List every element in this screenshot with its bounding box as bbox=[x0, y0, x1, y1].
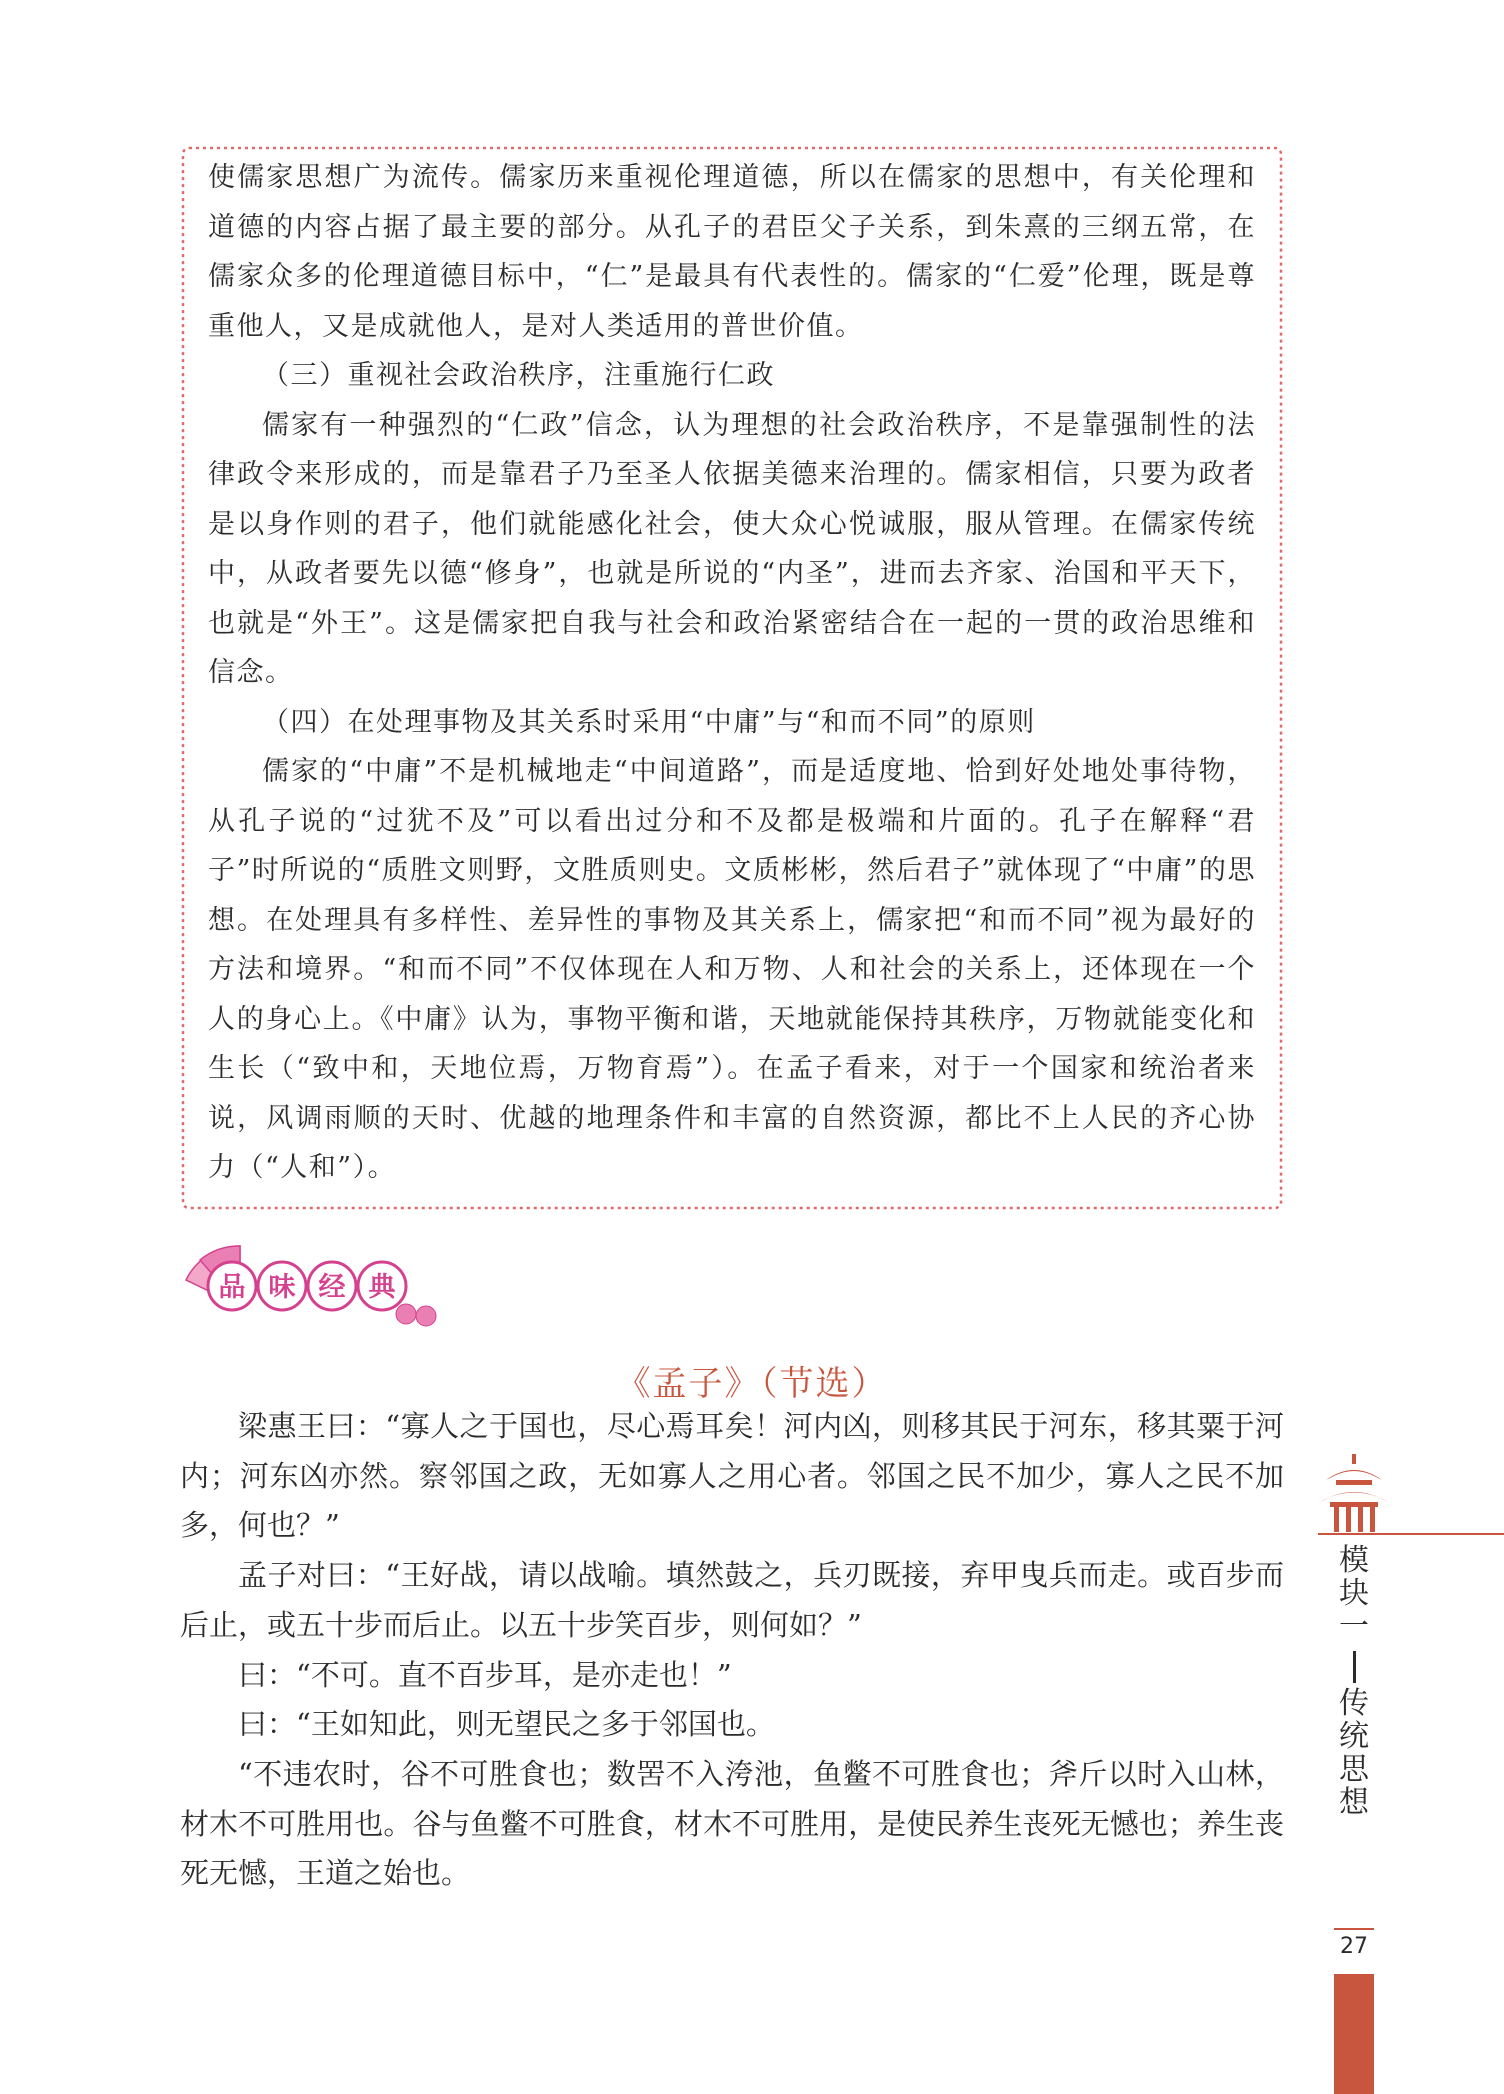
classic-paragraph-3: 曰：“不可。直不百步耳，是亦走也！” bbox=[238, 1657, 732, 1692]
classic-text bbox=[180, 1402, 1284, 1899]
fan-icon bbox=[180, 1240, 470, 1340]
classic-title: 《孟子》（节选） bbox=[616, 1364, 888, 1404]
topic-char: 统 bbox=[1339, 1719, 1369, 1754]
pagoda-icon bbox=[1318, 1452, 1390, 1532]
page-edge-bar bbox=[1334, 1974, 1374, 2094]
banner-char-3: 经 bbox=[318, 1272, 346, 1303]
page-number-rule bbox=[1334, 1928, 1374, 1930]
topic-char: 想 bbox=[1339, 1785, 1369, 1820]
box-heading-4: （四）在处理事物及其关系时采用“中庸”与“和而不同”的原则 bbox=[262, 706, 1036, 738]
banner-char-4: 典 bbox=[368, 1272, 396, 1303]
side-divider bbox=[1318, 1533, 1504, 1535]
section-banner bbox=[180, 1240, 470, 1340]
banner-char-2: 味 bbox=[268, 1272, 296, 1303]
box-paragraph-1: 使儒家思想广为流传。儒家历来重视伦理道德，所以在儒家的思想中，有关伦理和道德的内容占据了最主要的部分。从孔子的君臣父子关系，到朱熹的三纲五常，在儒家众多的伦理道德目标中，“仁”是最具有代表性的。儒家的“仁爱”伦理，既是尊重他人，又是成就他人，是对人类适用的普世价值。 bbox=[208, 162, 1256, 342]
banner-char-1: 品 bbox=[218, 1272, 246, 1303]
box-paragraph-2: 儒家有一种强烈的“仁政”信念，认为理想的社会政治秩序，不是靠强制性的法律政令来形成的，而是靠君子乃至圣人依据美德来治理的。儒家相信，只要为政者是以身作则的君子，他们就能感化社会，使大众心悦诚服，服从管理。在儒家传统中，从政者要先以德“修身”，也就是所说的“内圣”，进而去齐家、治国和平天下，也就是“外王”。这是儒家把自我与社会和政治紧密结合在一起的一贯的政治思维和信念。 bbox=[208, 409, 1256, 688]
classic-paragraph-1: 梁惠王曰：“寡人之于国也，尽心焉耳矣！河内凶，则移其民于河东，移其粟于河内；河东凶亦然。察邻国之政，无如寡人之用心者。邻国之民不加少，寡人之民不加多，何也？” bbox=[180, 1409, 1284, 1543]
topic-char: 传 bbox=[1339, 1686, 1369, 1721]
commentary-box bbox=[180, 145, 1284, 1211]
topic-char: 思 bbox=[1339, 1752, 1369, 1787]
module-char: 模 bbox=[1339, 1543, 1369, 1578]
box-heading-3: （三）重视社会政治秩序，注重施行仁政 bbox=[262, 360, 775, 391]
classic-paragraph-2: 孟子对曰：“王好战，请以战喻。填然鼓之，兵刃既接，弃甲曳兵而走。或百步而后止，或五十步而后止。以五十步笑百步，则何如？” bbox=[180, 1558, 1284, 1642]
page-number: 27 bbox=[1340, 1934, 1368, 1959]
classic-paragraph-4: 曰：“王如知此，则无望民之多于邻国也。 bbox=[238, 1707, 775, 1742]
module-char: 一 bbox=[1339, 1609, 1369, 1644]
box-paragraph-3: 儒家的“中庸”不是机械地走“中间道路”，而是适度地、恰到好处地处事待物，从孔子说的“过犹不及”可以看出过分和不及都是极端和片面的。孔子在解释“君子”时所说的“质胜文则野，文胜质则史。文质彬彬，然后君子”就体现了“中庸”的思想。在处理具有多样性、差异性的事物及其关系上，儒家把“和而不同”视为最好的方法和境界。“和而不同”不仅体现在人和万物、人和社会的关系上，还体现在一个人的身心上。《中庸》认为，事物平衡和谐，天地就能保持其秩序，万物就能变化和生长（“致中和，天地位焉，万物育焉”）。在孟子看来，对于一个国家和统治者来说，风调雨顺的天时、优越的地理条件和丰富的自然资源，都比不上人民的齐心协力（“人和”）。 bbox=[208, 756, 1256, 1183]
blossom-icon bbox=[396, 1304, 436, 1326]
module-char: 块 bbox=[1339, 1576, 1369, 1611]
side-separator bbox=[1353, 1651, 1356, 1683]
side-tab-label bbox=[1334, 1544, 1374, 1819]
classic-paragraph-5: “不违农时，谷不可胜食也；数罟不入洿池，鱼鳖不可胜食也；斧斤以时入山林，材木不可胜用也。谷与鱼鳖不可胜食，材木不可胜用，是使民养生丧死无憾也；养生丧死无憾，王道之始也。 bbox=[180, 1756, 1284, 1891]
